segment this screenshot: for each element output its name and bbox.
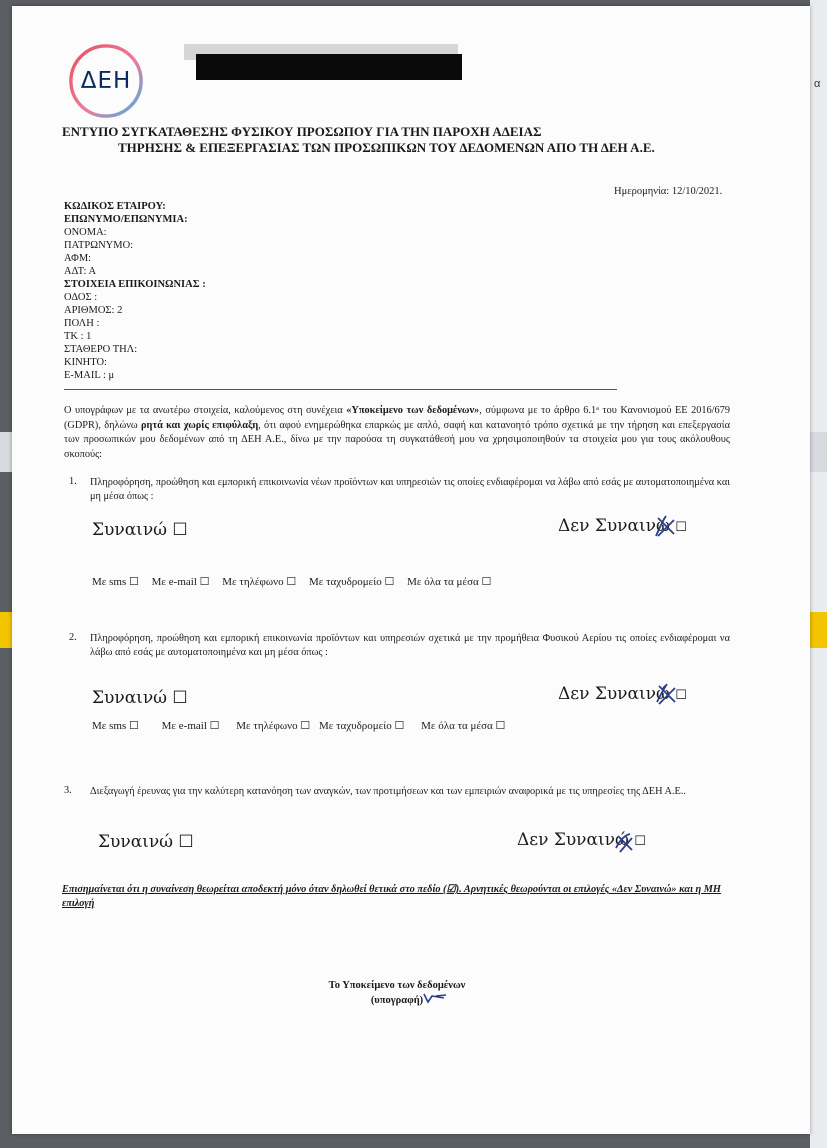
channel-email[interactable]: Με e-mail ☐ <box>151 576 210 588</box>
checkbox-crossed-icon: ☐ <box>675 688 687 703</box>
item-number: 3. <box>64 785 72 796</box>
agree-label: Συναινώ ☐ <box>92 520 188 540</box>
channel-phone[interactable]: Με τηλέφωνο ☐ <box>236 720 311 732</box>
consent-note: Επισημαίνεται ότι η συναίνεση θεωρείται αποδεκτή μόνο όταν δηλωθεί θετικά στο πεδίο (☑). Αρνητικές θεωρούνται οι επιλογές «Δεν Συναινώ» και η ΜΗ επιλογή <box>62 884 721 909</box>
field-mobile: ΚΙΝΗΤΟ: <box>64 357 107 368</box>
field-surname: ΕΠΩΝΥΜΟ/ΕΠΩΝΥΜΙΑ: <box>64 214 188 225</box>
channel-all[interactable]: Με όλα τα μέσα ☐ <box>421 720 506 732</box>
personal-details <box>64 200 206 382</box>
channel-options-2 <box>92 719 515 732</box>
channel-sms[interactable]: Με sms ☐ <box>92 720 139 732</box>
channel-post[interactable]: Με ταχυδρομείο ☐ <box>308 576 395 588</box>
pen-cross-mark <box>612 830 642 856</box>
field-email: E-MAIL : μ <box>64 370 115 381</box>
pen-cross-mark <box>652 514 682 540</box>
background-band <box>0 612 12 648</box>
field-number: ΑΡΙΘΜΟΣ: 2 <box>64 305 123 316</box>
field-company-code: ΚΩΔΙΚΟΣ ΕΤΑΙΡΟΥ: <box>64 201 166 212</box>
intro-text: , ότι αφού ενημερώθηκα επαρκώς με απλό, σαφή και κατανοητό τρόπο σχετικά με την τήρηση και επεξεργασία των προσωπικών μου δεδομένων από τη ΔΕΗ Α.Ε., δίνω με την παρούσα τη συγκατάθεσή μου να χρησιμοποιηθούν τα στοιχεία μου για τους ακόλουθους σκοπούς: <box>64 419 730 460</box>
background-page-edge <box>810 0 827 1148</box>
intro-text: Ο υπογράφων με τα ανωτέρω στοιχεία, καλούμενος στη συνέχεια <box>64 405 347 416</box>
agree-option[interactable] <box>92 688 188 708</box>
channel-sms[interactable]: Με sms ☐ <box>92 576 139 588</box>
title-line-2: ΤΗΡΗΣΗΣ & ΕΠΕΞΕΡΓΑΣΙΑΣ ΤΩΝ ΠΡΟΣΩΠΙΚΩΝ ΤΟΥ ΔΕΔΟΜΕΝΩΝ ΑΠΟ ΤΗ ΔΕΗ Α.Ε. <box>118 140 655 155</box>
channel-email[interactable]: Με e-mail ☐ <box>161 720 220 732</box>
signature-line-1: Το Υποκείμενο των δεδομένων <box>328 980 466 991</box>
background-text: α <box>814 78 821 90</box>
field-street: ΟΔΟΣ : <box>64 292 98 303</box>
scanned-document-page <box>12 6 810 1134</box>
document-title <box>62 124 762 156</box>
intro-bold: ρητά και χωρίς επιφύλαξη <box>140 419 259 431</box>
signature-line-2: (υπογραφή) <box>370 995 424 1006</box>
agree-option[interactable] <box>92 520 188 540</box>
disagree-label: Δεν Συναινώ <box>558 684 670 704</box>
item-number: 2. <box>69 632 77 643</box>
field-father: ΠΑΤΡΩΝΥΜΟ: <box>64 240 134 251</box>
field-adt: ΑΔΤ: Α <box>64 266 97 277</box>
checkbox-crossed-icon: ☐ <box>634 834 646 849</box>
field-city: ΠΟΛΗ : <box>64 318 100 329</box>
title-line-1: ΕΝΤΥΠΟ ΣΥΓΚΑΤΑΘΕΣΗΣ ΦΥΣΙΚΟΥ ΠΡΟΣΩΠΟΥ ΓΙΑ ΤΗΝ ΠΑΡΟΧΗ ΑΔΕΙΑΣ <box>62 124 542 139</box>
date-label: Ημερομηνία: 12/10/2021. <box>614 186 723 197</box>
redaction-bar <box>196 54 462 80</box>
divider <box>64 389 617 390</box>
pen-cross-mark <box>653 682 683 708</box>
channel-phone[interactable]: Με τηλέφωνο ☐ <box>222 576 297 588</box>
signature-scribble <box>422 990 452 1004</box>
intro-paragraph <box>64 404 730 462</box>
item-number: 1. <box>69 476 77 487</box>
channel-post[interactable]: Με ταχυδρομείο ☐ <box>318 720 405 732</box>
field-zip: ΤΚ : 1 <box>64 331 92 342</box>
item-text: Πληροφόρηση, προώθηση και εμπορική επικοινωνία προϊόντων και υπηρεσιών σχετικά με την προμήθεια Φυσικού Αερίου τις οποίες ενδιαφέρομαι να λάβω από εσάς με αυτοματοποιημένα και μη μέσα όπως : <box>90 633 730 658</box>
intro-text: , σύμφωνα με το άρθρο 6.1ᵃ του Κανονισμού ΕΕ 2016/679 (GDPR), δηλώνω <box>64 405 730 431</box>
intro-bold: «Υποκείμενο των δεδομένων» <box>346 405 480 416</box>
agree-label: Συναινώ ☐ <box>98 832 194 852</box>
agree-label: Συναινώ ☐ <box>92 688 188 708</box>
channel-options-1 <box>92 575 501 588</box>
field-afm: ΑΦΜ: <box>64 253 92 264</box>
item-text: Διεξαγωγή έρευνας για την καλύτερη κατανόηση των αναγκών, των προτιμήσεων και των εμπειριών αναφορικά με τις υπηρεσίες της ΔΕΗ Α.Ε.. <box>90 786 686 797</box>
agree-option[interactable] <box>98 832 194 852</box>
background-band <box>810 612 827 648</box>
checkbox-crossed-icon: ☐ <box>675 520 687 535</box>
background-band <box>0 432 12 472</box>
disagree-label: Δεν Συναινώ <box>558 516 670 536</box>
item-text: Πληροφόρηση, προώθηση και εμπορική επικοινωνία νέων προϊόντων και υπηρεσιών τις οποίες ενδιαφέρομαι να λάβω από εσάς με αυτοματοποιημένα και μη μέσα όπως : <box>90 477 730 502</box>
disagree-label: Δεν Συναινώ <box>517 830 629 850</box>
background-band <box>810 432 827 472</box>
contact-header: ΣΤΟΙΧΕΙΑ ΕΠΙΚΟΙΝΩΝΙΑΣ : <box>64 279 206 290</box>
channel-all[interactable]: Με όλα τα μέσα ☐ <box>407 576 492 588</box>
field-phone: ΣΤΑΘΕΡΟ ΤΗΛ: <box>64 344 138 355</box>
field-name: ΟΝΟΜΑ: <box>64 227 107 238</box>
logo-text: ΔΕΗ <box>80 68 132 94</box>
signature-block <box>317 978 477 1008</box>
